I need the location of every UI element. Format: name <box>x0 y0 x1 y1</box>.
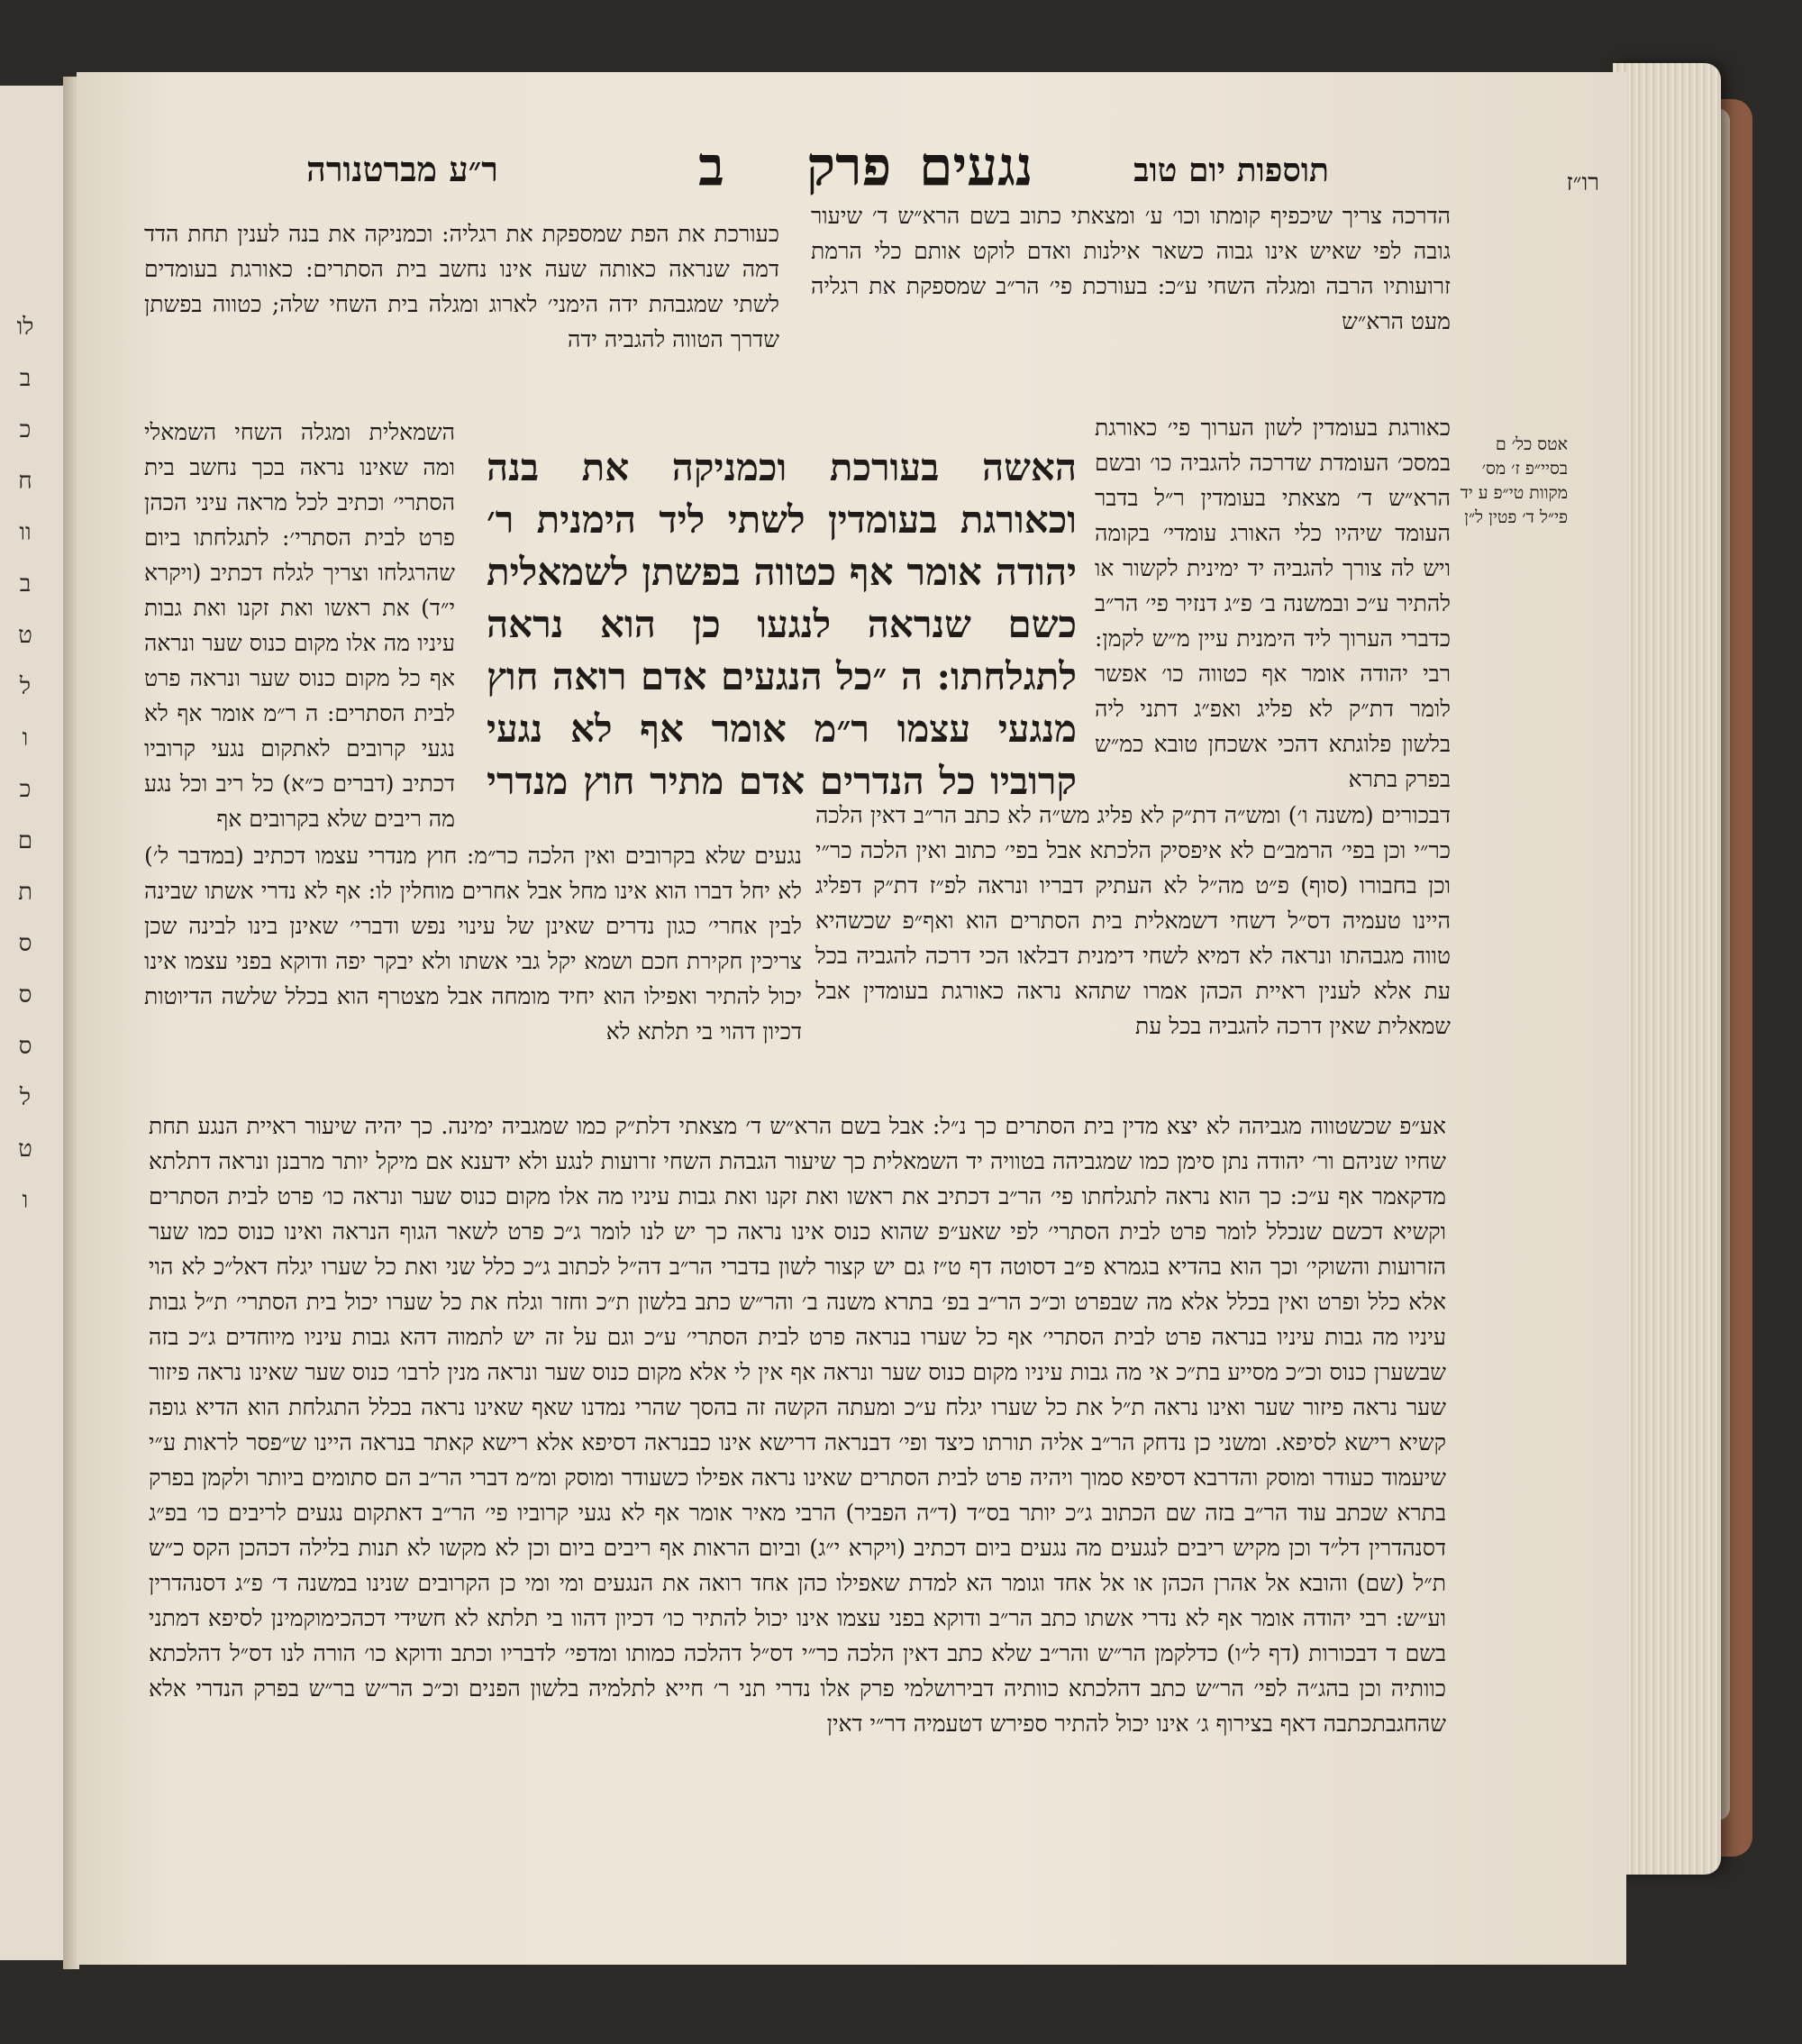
left-page-fragment: ח <box>18 468 32 495</box>
left-page-fragment: ל <box>19 673 32 700</box>
page-stack-edge <box>1613 63 1721 1875</box>
left-page-fragment: וו <box>19 519 32 546</box>
left-page-fragment: ט <box>18 1136 32 1163</box>
tosafot-title: תוספות יום טוב <box>1133 151 1329 189</box>
tosafot-column: כאורגת בעומדין לשון הערוך פי׳ כאורגת במסכ׳ העומדת שדרכה להגביה כו׳ ובשם הרא״ש ד׳ מצאתי בעומדין ר״ל בדבר העומד שיהיו כלי האורג עומדי׳ בקומה ויש לה צורך להגביה יד ימינית לקשור או להתיר ע״כ ובמשנה ב׳ פ״ג דנזיר פי׳ הר״ב כדברי הערוך ליד הימנית עיין מ״ש לקמן: רבי יהודה אומר אף כטווה כו׳ אפשר לומר דת״ק לא פליג ואפ״ג דתני ליה בלשון פלוגתא דהכי אשכחן טובא כמ״ש בפרק בתרא <box>1095 415 1451 792</box>
left-page-fragment: ל <box>19 1084 32 1111</box>
bartenura-bottom: נגעים שלא בקרובים ואין הלכה כר״מ: חוץ מנדרי עצמו דכתיב (במדבר ל׳) לא יחל דברו הוא אינו מחל אבל אחרים מוחלין לו: אף לא נדרי אשתו שבינה לבין אחרי׳ כגון נדרים שאינן של עינוי נפש ודברי׳ שאינן בינו לבינה שכן צריכין חקירת חכם ושמא יקל גבי אשתו ולא יבקר יפה ודוקא בפני עצמו אינו יכול להתיר ואפילו הוא יחיד מומחה אבל מצטרף הוא בכלל שלשה הדיוטות דכיון דהוי בי תלתא לא <box>144 843 802 1045</box>
left-page-fragment: ם <box>17 827 33 854</box>
left-page-fragment: ו <box>22 725 29 752</box>
tractate-title: נגעים <box>919 135 1033 198</box>
left-page-fragments <box>7 302 43 1227</box>
right-page <box>77 72 1626 1965</box>
folio-number: רו״ז <box>1566 169 1599 196</box>
left-page-fragment: ב <box>19 570 32 598</box>
fullwidth-commentary: אע״פ שכשטווה מגביהה לא יצא מדין בית הסתרים כך נ״ל: אבל בשם הרא״ש ד׳ מצאתי דלת״ק כמו שמגביה ימינה. כך יהיה שיעור ראיית הנגע תחת שחיו שניהם ור׳ יהודה נתן סימן כמו שמגביהה בטוויה יד השמאלית כך שיעור הגבהת השחי זרועות לנגע ולא ידענא אם מיקל יותר מרבנן ונראה דתלתא מדקאמר אף ע״כ: כך הוא נראה לתגלחתו פי׳ הר״ב דכתיב את ראשו ואת זקנו ואת גבות עיניו מה אלו מקום כנוס שער ונראה כו׳ פרט לבית הסתרים וקשיא דכשם שנכלל לומר פרט לבית הסתרי׳ לפי שאע״פ שהוא כנוס אינו נראה כך יש לנו לומר ג״כ פרט לשאר הגוף הנראה ואינו כנוס כמו שער הזרועות והשוקי׳ וכך הוא בהדיא בגמרא פ״ב דסוטה דף ט״ז גם יש קצור לשון בדברי הר״ב דה״ל לכתוב ג״כ כלל שני ואת כל שערו יגלח דאל״כ לא הוי אלא כלל ופרט ואין בכלל אלא מה שבפרט וכ״כ הר״ב בפ׳ בתרא משנה ב׳ והר״ש כתב בלשון ת״כ וחזר וגלח את כל שערו יכול בית הסתרי׳ ת״ל גבות עיניו מה גבות עיניו בנראה פרט לבית הסתרי׳ אף כל שערו בנראה פרט לבית הסתרי׳ ע״כ וגם על זה יש לתמוה דהא גבות עיניו מיוחדים ג״כ בזה שבשערן כנוס וכ״כ מסייע בת״כ אי מה גבות עיניו מקום כנוס שער ונראה אף אין לי אלא מקום כנוס שער ונראה מנין לרבו׳ כנוס שער שאינו נראה פיזור שער נראה פיזור שער ואינו נראה ת״ל את כל שערו יגלח ע״כ ומעתה הקשה זה בהסך שהרי נמדנו שאף שאינו נראה בכלל התגלחת הוא הדיא גופה קשיא רישא לסיפא. ומשני כן נדחק הר״ב אליה תורתו כיצד ופי׳ דבנראה דרישא אינו כבנראה דסיפא אלא רישא קאתר בנראה היינו ש״פסר לראות ע״י שיעמוד כעודר ומוסק והדרבא דסיפא סמוך ויהיה פרט לבית הסתרים שאינו נראה אפילו כשעודר ומוסק ומ״מ דברי הר״ב הם סתומים ביותר ולקמן בפרק בתרא שכתב עוד הר״ב בזה שם הכתוב ג״כ יותר בס״ד (ד״ה הפביר) הרבי מאיר אומר אף לא נגעי קרוביו פי׳ הר״ב דאתקום נגעים לריבים כו׳ בפ״ג דסנהדרין דל״ד וכן מקיש ריבים לנגעים מה נגעים ביום דכתיב (ויקרא י״ג) וביום הראות אף ריבים ביום וכן לא מקשו לא תנות בלילה דכהכן הקס כ״ש ת״ל (שם) והובא אל אהרן הכהן או אל אחד וגומר הא למדת שאפילו כהן אחד רואה את הנגעים ומי ומי כן הקרובים שנינו במשנה ד׳ פ״ג דסנהדרין וע״ש: רבי יהודה אומר אף לא נדרי אשתו כתב הר״ב ודוקא בפני עצמו אינו יכול להתיר כו׳ דכיון דהוו בי תלתא לא חשידי דכהכימוקמינן לסיפא דמתני בשם ד דבכורות (דף ל״ו) כדלקמן הר״ש והר״ב שלא כתב דאין הלכה כר״י דס״ל דהלכה כמותו ומדפי׳ לדבריו וכתב ודוקא כו׳ הורה לנו דס״ל דהלכתא כוותיה וכן בהג״ה לפי׳ הר״ש כתב דהלכתא כוותיה דבירושלמי פרק אלו נדרי תני ר׳ חייא לתלמיה בלשון הפנים וכ״כ הר״ש בר״ש בפרק הנדרי אלא שהחגבתכתבה דאף בצירוף ג׳ אינו יכול להתיר ספירש דטעמיה דר״י דאין <box>149 1113 1446 1737</box>
left-page-fragment: לו <box>16 314 34 341</box>
left-page-fragment: ס <box>18 930 32 957</box>
bartenura-column: השמאלית ומגלה השחי השמאלי ומה שאינו נראה בכך נחשב בית הסתרי׳ וכתיב לכל מראה עיני הכהן פרט לבית הסתרי׳: לתגלחתו ביום שהרגלחו וצריך לגלח דכתיב (ויקרא י״ד) את ראשו ואת זקנו ואת גבות עיניו מה אלו מקום כנוס שער ונראה אף כל מקום כנוס שער ונראה פרט לבית הסתרים: ה ר״מ אומר אף לא נגעי קרובים לאתקום נגעי קרוביו דכתיב (דברים כ״א) כל ריב וכל נגע מה ריבים שלא בקרובים אף <box>144 419 455 832</box>
left-page-fragment: כ <box>19 416 32 443</box>
left-page-fragment: ת <box>18 879 32 906</box>
bartenura-top: כעורכת את הפת שמספקת את רגליה: וכמניקה את בנה לענין תחת הדד דמה שנראה כאותה שעה אינו נחשב בית הסתרים: כאורגת בעומדים לשתי שמגבהת ידה הימני׳ לארוג ומגלה בית השחי שלה; כטווה בפשתן שדרך הטווה להגביה ידה <box>144 221 779 352</box>
marginal-note: אטס כל׳ ם בסיי״פ ז׳ מס׳ מקוות טי״פ ע יד פי״ל ד׳ פטין ל״ן <box>1460 434 1568 527</box>
tosafot-bottom: דבכורים (משנה ו׳) ומש״ה דת״ק לא פליג מש״ה לא כתב הר״ב דאין הלכה כר״י וכן בפי׳ הרמב״ם לא איפסיק הלכתא אבל בפי׳ כתוב ואין הלכה כר״י וכן בחבורו (סוף) פ״ט מה״ל לא העתיק דבריו ונראה לפ״ז דת״ק דפליג היינו טעמיה דס״ל דשחי דשמאלית בית הסתרים הוא ואף״פ שכשהיא טווה מגבהתו ונראה לא דמיא לשחי דימנית דבלאו הכי דרכה להגביה בכל עת אלא לענין ראיית הכהן אמרו שתהא נראה כאורגת בעומדין אבל שמאלית שאין דרכה להגביה בכל עת <box>815 802 1451 1039</box>
left-page-fragment: ו <box>22 1187 29 1214</box>
left-page-sliver <box>0 86 70 1960</box>
left-page-fragment: כ <box>19 776 32 803</box>
left-page-fragment: ט <box>18 622 32 649</box>
left-page-fragment: ס <box>18 1033 32 1060</box>
left-page-fragment: ב <box>19 365 32 392</box>
mishnah-text: האשה בעורכת וכמניקה את בנה וכאורגת בעומדין לשתי ליד הימנית ר׳ יהודה אומר אף כטווה בפשתן לשמאלית כשם שנראה לנגעו כן הוא נראה לתגלחתו: ה ״כל הנגעים אדם רואה חוץ מנגעי עצמו ר״מ אומר אף לא נגעי קרוביו כל הנדרים אדם מתיר חוץ מנדרי <box>487 445 1077 803</box>
bartenura-title: ר״ע מברטנורה <box>306 149 498 189</box>
chapter-label: פרק <box>806 135 892 198</box>
chapter-number: ב <box>698 135 724 198</box>
tosafot-top: הדרכה צריך שיכפיף קומתו וכו׳ ע׳ ומצאתי כתוב בשם הרא״ש ד׳ שיעור גובה לפי שאיש אינו גבוה כשאר אילנות ואדם לוקט אותם כלי הרמת זרועותיו הרבה ומגלה השחי ע״כ: בעורכת פי׳ הר״ב שמספקת את רגליה מעט הרא״ש <box>811 203 1451 334</box>
left-page-fragment: ס <box>18 981 32 1008</box>
